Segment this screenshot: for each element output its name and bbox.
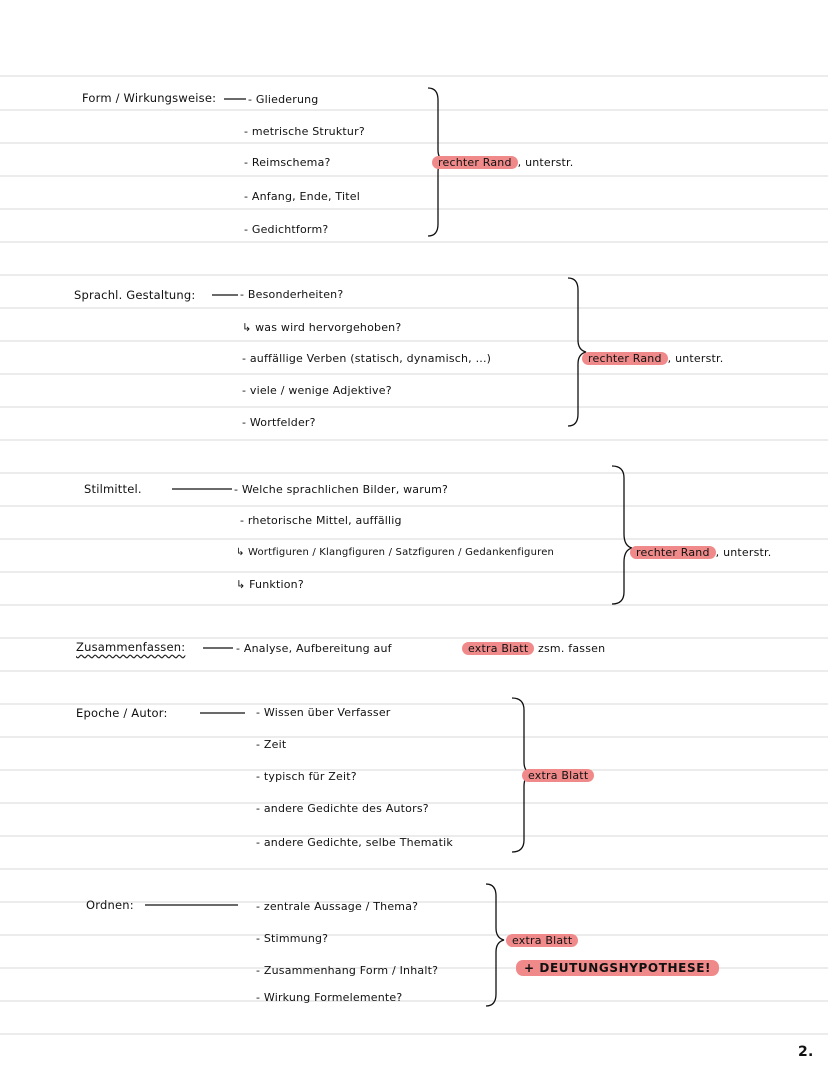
- highlight-extra-blatt: extra Blatt: [522, 769, 594, 782]
- item-wirkung-formelemente: - Wirkung Formelemente?: [256, 991, 403, 1004]
- label-zusammenfassen: Zusammenfassen:: [76, 640, 186, 654]
- item-besonderheiten: - Besonderheiten?: [240, 288, 344, 301]
- label-ordnen: Ordnen:: [86, 898, 134, 912]
- page-number: 2.: [798, 1044, 814, 1060]
- item-wortfelder: - Wortfelder?: [242, 416, 316, 429]
- label-stilmittel: Stilmittel.: [84, 482, 142, 496]
- item-stimmung: - Stimmung?: [256, 932, 329, 945]
- item-typisch-zeit: - typisch für Zeit?: [256, 770, 357, 783]
- note-suffix: , unterstr.: [715, 546, 772, 559]
- note-rechter-rand-3: [630, 546, 771, 559]
- note-extra-blatt-3: [506, 934, 578, 947]
- highlight-rechter-rand: rechter Rand: [630, 546, 716, 559]
- label-form-wirkungsweise: Form / Wirkungsweise:: [82, 91, 217, 105]
- note-suffix: , unterstr.: [517, 156, 574, 169]
- note-rechter-rand-2: [582, 352, 723, 365]
- item-rhetorische-mittel: - rhetorische Mittel, auffällig: [240, 514, 402, 527]
- item-sprachliche-bilder: - Welche sprachlichen Bilder, warum?: [234, 483, 449, 496]
- note-extra-blatt-1: [462, 642, 605, 655]
- note-extra-blatt-2: [522, 769, 594, 782]
- highlight-extra-blatt: extra Blatt: [506, 934, 578, 947]
- item-zusammenhang: - Zusammenhang Form / Inhalt?: [256, 964, 439, 977]
- item-zentrale-aussage: - zentrale Aussage / Thema?: [256, 900, 419, 913]
- item-wissen-verfasser: - Wissen über Verfasser: [256, 706, 391, 719]
- item-selbe-thematik: - andere Gedichte, selbe Thematik: [256, 836, 453, 849]
- item-funktion: ↳ Funktion?: [236, 578, 304, 591]
- item-metrische-struktur: - metrische Struktur?: [244, 125, 365, 138]
- item-zeit: - Zeit: [256, 738, 287, 751]
- highlight-rechter-rand: rechter Rand: [582, 352, 668, 365]
- highlight-extra-blatt: extra Blatt: [462, 642, 534, 655]
- label-epoche-autor: Epoche / Autor:: [76, 706, 168, 720]
- item-figuren: ↳ Wortfiguren / Klangfiguren / Satzfiguren / Gedankenfiguren: [236, 547, 555, 558]
- item-analyse-aufbereitung: - Analyse, Aufbereitung auf: [236, 642, 392, 655]
- item-auffaellige-verben: - auffällige Verben (statisch, dynamisch, ...): [242, 352, 492, 365]
- item-gliederung: - Gliederung: [248, 93, 319, 106]
- highlight-deutungshypothese: + DEUTUNGSHYPOTHESE!: [516, 960, 719, 976]
- item-hervorgehoben: ↳ was wird hervorgehoben?: [242, 321, 402, 334]
- note-rechter-rand-1: [432, 156, 573, 169]
- item-andere-gedichte-autor: - andere Gedichte des Autors?: [256, 802, 429, 815]
- highlight-rechter-rand: rechter Rand: [432, 156, 518, 169]
- note-deutungshypothese: [516, 962, 719, 975]
- note-suffix: , unterstr.: [667, 352, 724, 365]
- item-adjektive: - viele / wenige Adjektive?: [242, 384, 392, 397]
- item-reimschema: - Reimschema?: [244, 156, 331, 169]
- item-anfang-ende-titel: - Anfang, Ende, Titel: [244, 190, 360, 203]
- note-zsm-fassen: zsm. fassen: [538, 642, 606, 655]
- item-gedichtform: - Gedichtform?: [244, 223, 329, 236]
- label-sprachl-gestaltung: Sprachl. Gestaltung:: [74, 288, 196, 302]
